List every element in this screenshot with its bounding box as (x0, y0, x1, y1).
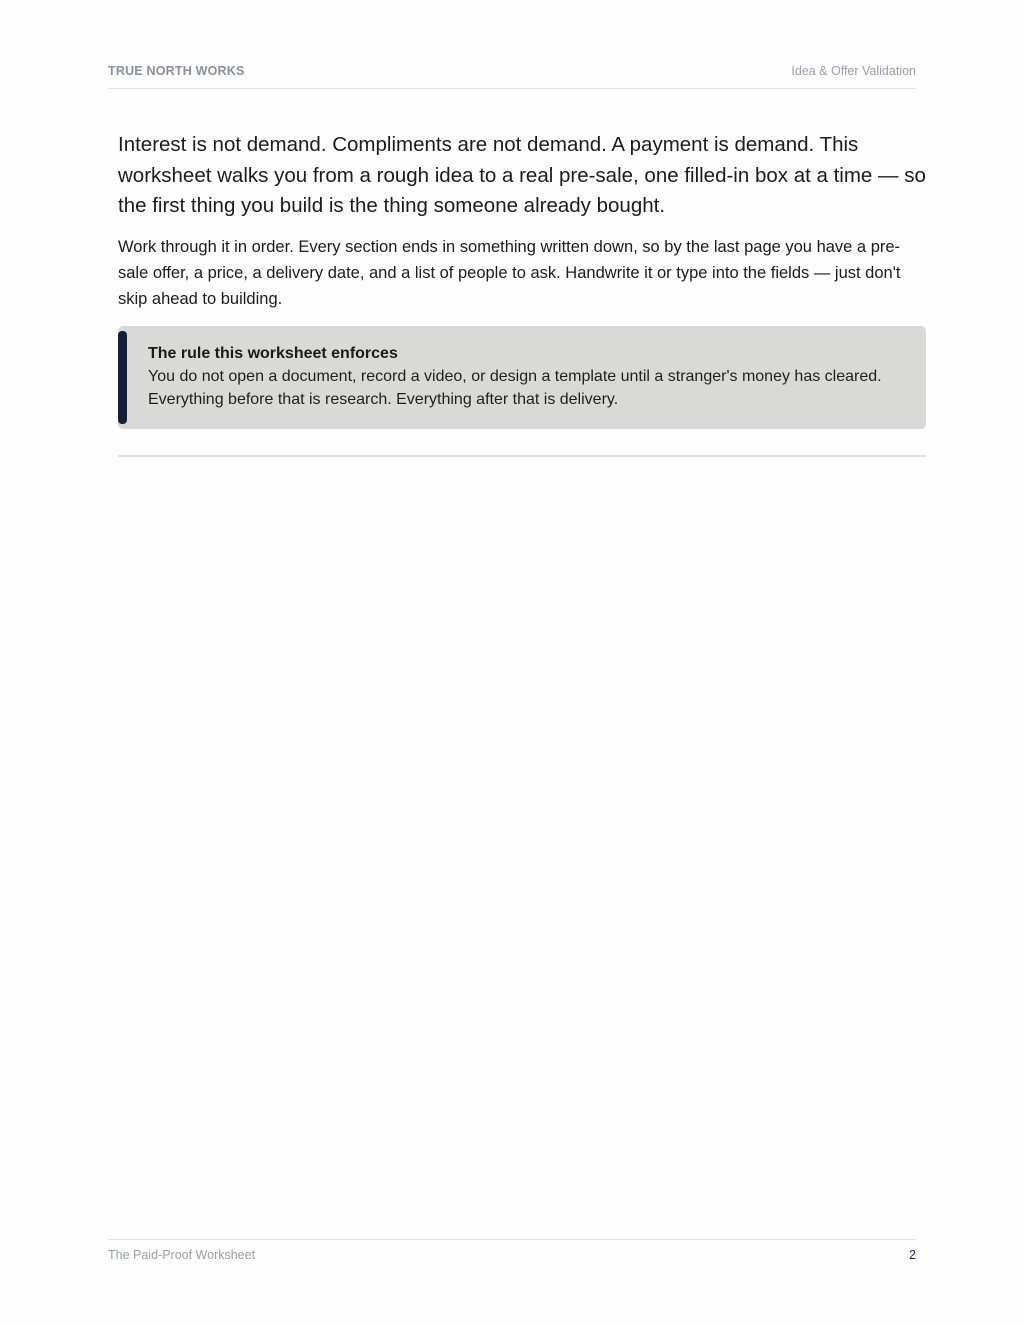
callout-heading: The rule this worksheet enforces (148, 344, 398, 362)
lead-paragraph: Interest is not demand. Compliments are not demand. A payment is demand. This worksheet walks you from a rough idea to a real pre-sale, one filled-in box at a time — so the first thing you build is the thing someone already bought. (118, 133, 926, 217)
rule-callout (118, 326, 926, 429)
section-divider (118, 455, 926, 457)
page-content (118, 130, 926, 457)
brand-name: TRUE NORTH WORKS (108, 64, 245, 78)
page-number: 2 (909, 1248, 916, 1262)
running-footer (108, 1239, 916, 1262)
footer-document-title: The Paid-Proof Worksheet (108, 1248, 256, 1262)
callout-body: You do not open a document, record a video, or design a template until a stranger's money has cleared. Everything before that is research. Everything after that is delivery. (148, 367, 882, 408)
section-title: Idea & Offer Validation (791, 64, 916, 78)
running-header (108, 64, 916, 89)
instructions-paragraph: Work through it in order. Every section ends in something written down, so by the last page you have a pre-sale offer, a price, a delivery date, and a list of people to ask. Handwrite it or type into the fields — just don't skip ahead to building. (118, 237, 901, 308)
callout-accent-bar (118, 331, 127, 424)
